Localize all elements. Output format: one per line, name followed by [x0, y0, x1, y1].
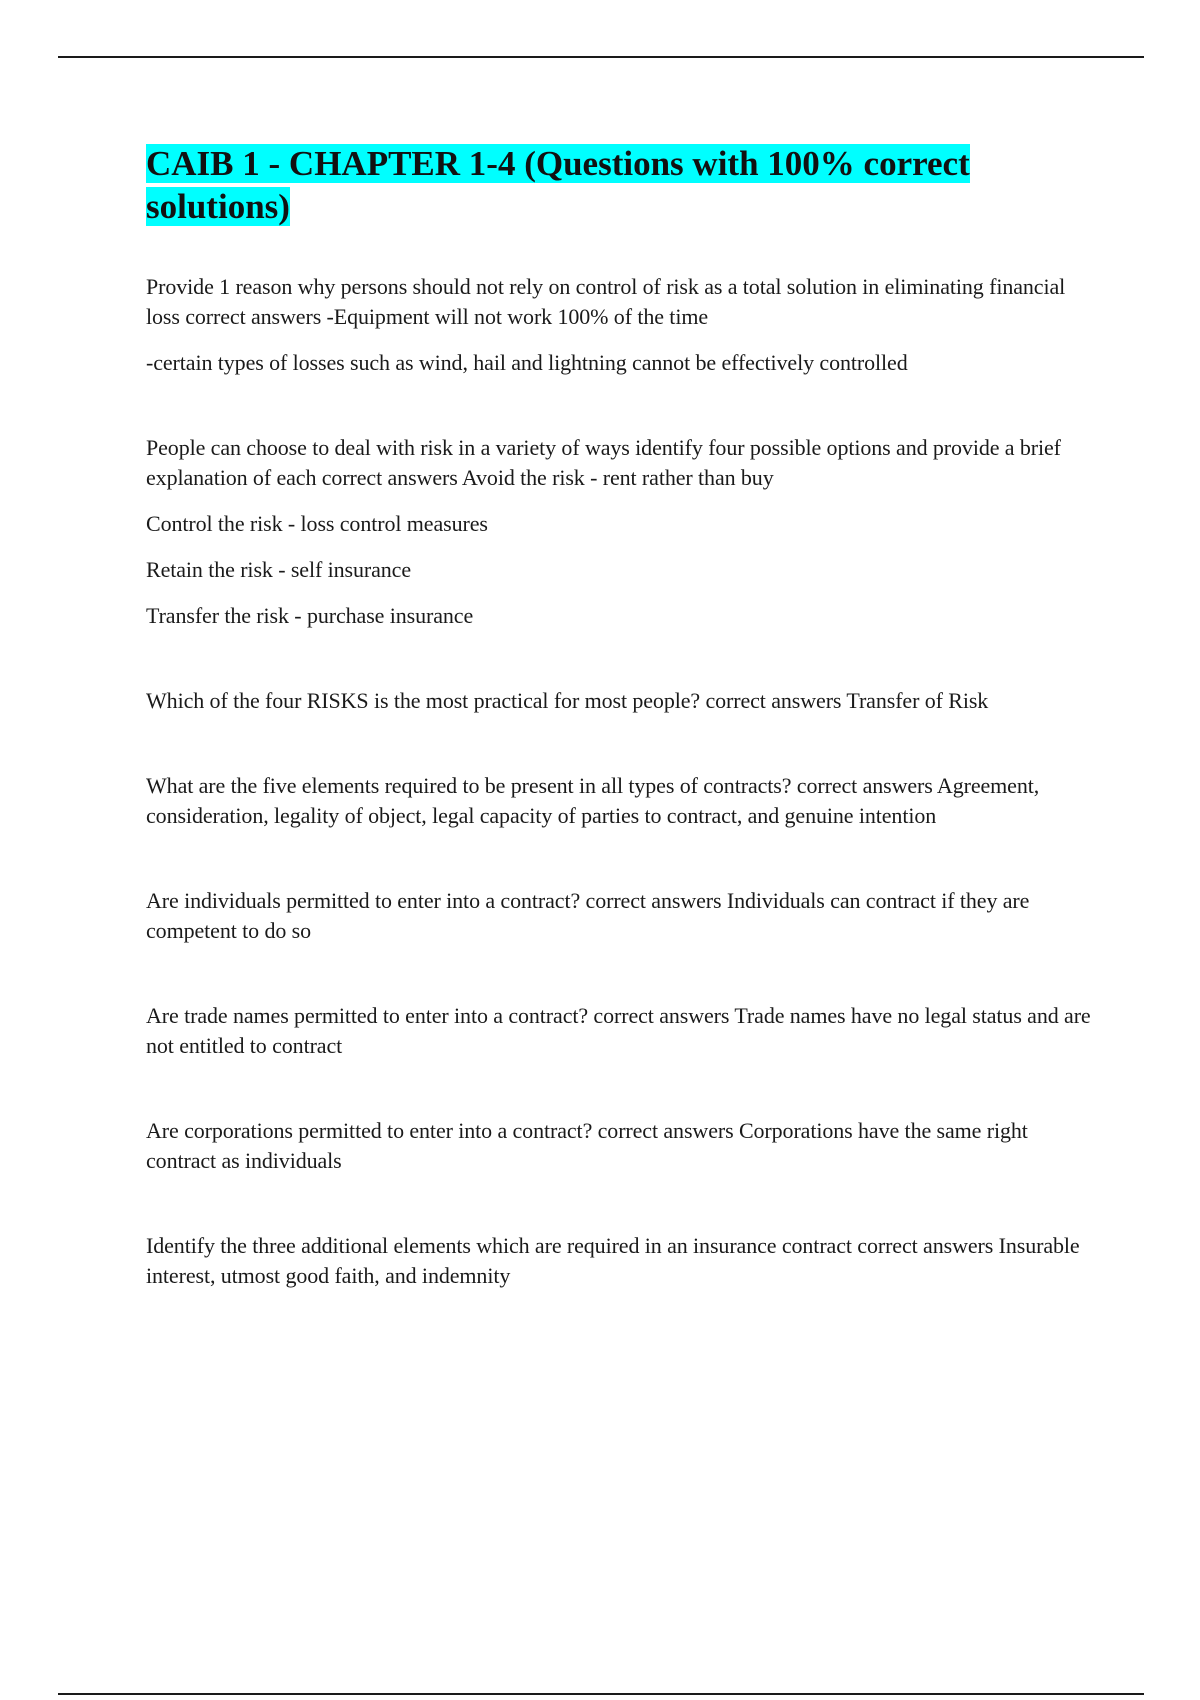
question-text: Identify the three additional elements which are required in an insurance contract correct answers Insurable interest, utmost good faith, and indemnity: [146, 1233, 1080, 1288]
answer-line: -certain types of losses such as wind, hail and lightning cannot be effectively controlled: [146, 350, 908, 375]
answer-line: Retain the risk - self insurance: [146, 557, 411, 582]
qa-item-1: [146, 272, 1096, 378]
top-rule: [58, 56, 1144, 58]
title-highlight: CAIB 1 - CHAPTER 1-4 (Questions with 100% correct solutions): [146, 144, 970, 226]
answer-line: Control the risk - loss control measures: [146, 511, 488, 536]
document-title: [146, 142, 1096, 228]
qa-item-5: [146, 886, 1096, 946]
qa-item-4: [146, 771, 1096, 831]
answer-line: Transfer the risk - purchase insurance: [146, 603, 474, 628]
qa-item-2: [146, 433, 1096, 631]
bottom-rule: [58, 1693, 1144, 1695]
question-text: People can choose to deal with risk in a variety of ways identify four possible options and provide a brief explanation of each correct answers Avoid the risk - rent rather than buy: [146, 435, 1061, 490]
qa-item-6: [146, 1001, 1096, 1061]
qa-item-3: [146, 686, 1096, 716]
question-text: Are trade names permitted to enter into a contract? correct answers Trade names have no legal status and are not entitled to contract: [146, 1003, 1091, 1058]
question-text: Provide 1 reason why persons should not rely on control of risk as a total solution in eliminating financial loss correct answers -Equipment will not work 100% of the time: [146, 274, 1066, 329]
question-text: Which of the four RISKS is the most practical for most people? correct answers Transfer of Risk: [146, 688, 989, 713]
question-text: What are the five elements required to be present in all types of contracts? correct answers Agreement, consideration, legality of object, legal capacity of parties to contract, and genuine intention: [146, 773, 1040, 828]
qa-item-7: [146, 1116, 1096, 1176]
question-text: Are corporations permitted to enter into a contract? correct answers Corporations have the same right contract as individuals: [146, 1118, 1028, 1173]
document-body: [146, 142, 1096, 1291]
question-text: Are individuals permitted to enter into a contract? correct answers Individuals can contract if they are competent to do so: [146, 888, 1030, 943]
qa-item-8: [146, 1231, 1096, 1291]
